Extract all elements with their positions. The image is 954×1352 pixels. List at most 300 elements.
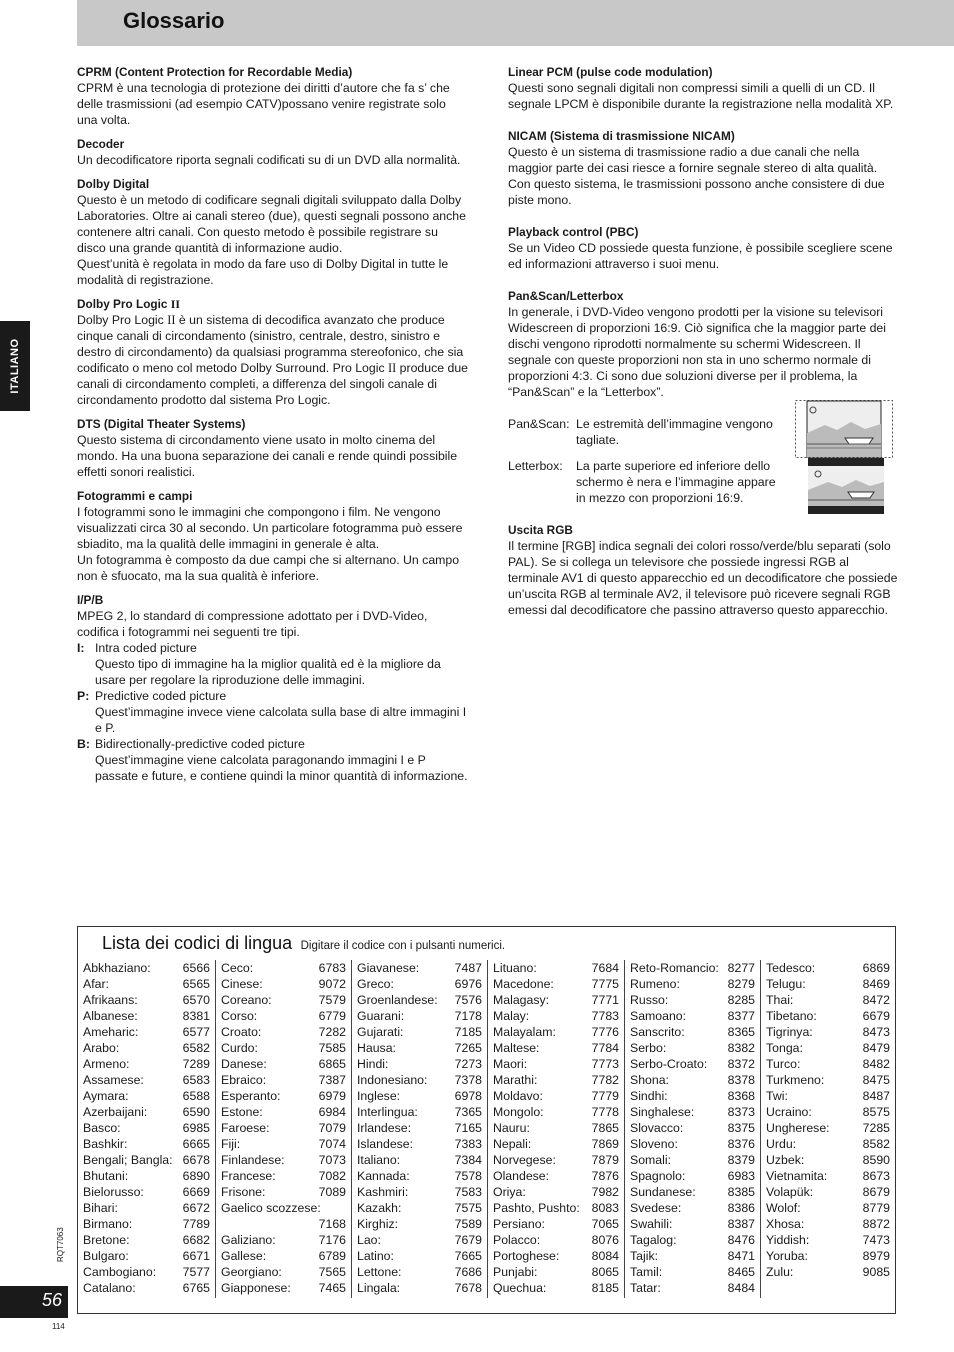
code-column: [624, 960, 760, 1298]
language-code-row: [493, 976, 619, 992]
code-column: [487, 960, 624, 1298]
language-code: 8277: [727, 961, 755, 975]
language-name: Uzbek:: [766, 1153, 805, 1167]
language-code: 7585: [318, 1041, 346, 1055]
entry-frames: [77, 488, 469, 584]
language-name: Bulgaro:: [83, 1249, 129, 1263]
language-name: Maori:: [493, 1057, 528, 1071]
language-code: 6979: [318, 1089, 346, 1103]
code-column: [351, 960, 487, 1298]
language-code: 8673: [862, 1169, 890, 1183]
language-code: 8065: [591, 1265, 619, 1279]
language-code-row: [357, 992, 482, 1008]
ipb-name: Bidirectionally-predictive coded picture: [95, 737, 305, 751]
ipb-item-p: [77, 688, 469, 736]
language-code: 7575: [454, 1201, 482, 1215]
language-code: 8076: [591, 1233, 619, 1247]
language-code-row: [630, 960, 755, 976]
language-code: 9085: [862, 1265, 890, 1279]
language-name: Marathi:: [493, 1073, 538, 1087]
language-name: Volapük:: [766, 1185, 814, 1199]
language-code: 6678: [182, 1153, 210, 1167]
language-code-row: [221, 1200, 346, 1216]
language-name: Bengali; Bangla:: [83, 1153, 173, 1167]
language-code: 7686: [454, 1265, 482, 1279]
language-code-row: [357, 1152, 482, 1168]
language-code-row: [493, 1136, 619, 1152]
language-name: Finlandese:: [221, 1153, 285, 1167]
entry-title: NICAM (Sistema di trasmissione NICAM): [508, 129, 735, 143]
language-code: 8475: [862, 1073, 890, 1087]
roman-two: II: [388, 361, 397, 375]
language-code: 6583: [182, 1073, 210, 1087]
language-code: 8469: [862, 977, 890, 991]
panscan-value: Le estremità dell’immagine vengono tagliate.: [576, 417, 773, 447]
language-name: Lao:: [357, 1233, 381, 1247]
language-code-row: [493, 1056, 619, 1072]
language-code: 7776: [591, 1025, 619, 1039]
language-name: Guarani:: [357, 1009, 405, 1023]
document-code: RQT7063: [56, 1227, 65, 1262]
language-code: 7387: [318, 1073, 346, 1087]
language-code: 6783: [318, 961, 346, 975]
language-name: Ameharic:: [83, 1025, 139, 1039]
language-name: Tamil:: [630, 1265, 663, 1279]
language-code: 8084: [591, 1249, 619, 1263]
language-name: Esperanto:: [221, 1089, 281, 1103]
language-code-row: [357, 1072, 482, 1088]
entry-title: Dolby Digital: [77, 177, 150, 191]
language-name: Ceco:: [221, 961, 254, 975]
roman-two: II: [170, 297, 180, 311]
language-code-row: [221, 1168, 346, 1184]
language-code: 7082: [318, 1169, 346, 1183]
language-code: 7579: [318, 993, 346, 1007]
language-code-row: [221, 1152, 346, 1168]
language-code: 7775: [591, 977, 619, 991]
language-code: 6983: [727, 1169, 755, 1183]
entry-dolby-digital: [77, 176, 469, 288]
entry-title: Playback control (PBC): [508, 225, 639, 239]
language-code-row: [493, 1184, 619, 1200]
language-code-row: [493, 1200, 619, 1216]
sub-page-number: 114: [52, 1322, 65, 1331]
language-code-row: [83, 1024, 210, 1040]
entry-text: MPEG 2, lo standard di compressione adottato per i DVD-Video, codifica i fotogrammi nei seguenti tre tipi.: [77, 609, 428, 639]
ipb-desc: Questo tipo di immagine ha la miglior qualità ed è la migliore da usare per regolare la riproduzione delle immagini.: [95, 657, 441, 687]
language-code: 7285: [862, 1121, 890, 1135]
language-code-row: [357, 1088, 482, 1104]
language-code: 7865: [591, 1121, 619, 1135]
language-name: Nauru:: [493, 1121, 530, 1135]
language-code-row: [221, 1104, 346, 1120]
entry-text: Quest’unità è regolata in modo da fare uso di Dolby Digital in tutte le modalità di registrazione.: [77, 257, 449, 287]
language-code: 6570: [182, 993, 210, 1007]
language-code: 8375: [727, 1121, 755, 1135]
language-name: Danese:: [221, 1057, 267, 1071]
language-code-row: [83, 1072, 210, 1088]
language-code-row: [83, 1120, 210, 1136]
language-name: Francese:: [221, 1169, 276, 1183]
language-name: Rumeno:: [630, 977, 680, 991]
language-code: 7879: [591, 1153, 619, 1167]
language-code: 8368: [727, 1089, 755, 1103]
language-code-row: [766, 1040, 890, 1056]
language-code: 6565: [182, 977, 210, 991]
language-name: Bhutani:: [83, 1169, 129, 1183]
entry-title: Linear PCM (pulse code modulation): [508, 65, 713, 79]
entry-text: Un fotogramma è composto da due campi che si alternano. Un campo non è sfuocato, ma la sua qualità è inferiore.: [77, 553, 460, 583]
language-name: Norvegese:: [493, 1153, 556, 1167]
codes-subtitle: Digitare il codice con i pulsanti numerici.: [300, 940, 506, 952]
language-code-row: [83, 1184, 210, 1200]
panscan-value: La parte superiore ed inferiore dello schermo è nera e l’immagine appare in mezzo con proporzioni 16:9.: [576, 459, 776, 505]
language-code-row: [83, 1216, 210, 1232]
language-name: Bielorusso:: [83, 1185, 144, 1199]
language-name: Fiji:: [221, 1137, 241, 1151]
entry-pbc: [508, 224, 900, 272]
language-code: 7982: [591, 1185, 619, 1199]
language-code: 8285: [727, 993, 755, 1007]
language-code: 7784: [591, 1041, 619, 1055]
language-name: Wolof:: [766, 1201, 801, 1215]
page-number: 56: [42, 1290, 63, 1310]
language-name: Inglese:: [357, 1089, 401, 1103]
language-code-row: [357, 1264, 482, 1280]
language-name: Zulu:: [766, 1265, 794, 1279]
text-part: Dolby Pro Logic: [77, 313, 168, 327]
language-name: Gallese:: [221, 1249, 267, 1263]
language-name: Curdo:: [221, 1041, 258, 1055]
language-code-row: [357, 976, 482, 992]
language-code: 7678: [454, 1281, 482, 1295]
language-code: 7465: [318, 1281, 346, 1295]
entry-panscan: [508, 288, 900, 506]
language-code: 7165: [454, 1121, 482, 1135]
language-name: Twi:: [766, 1089, 788, 1103]
language-code: 6890: [182, 1169, 210, 1183]
language-name: Ebraico:: [221, 1073, 267, 1087]
language-code-row: [221, 1040, 346, 1056]
language-code-row: [357, 1040, 482, 1056]
language-name: Yoruba:: [766, 1249, 808, 1263]
ipb-key: B:: [77, 737, 90, 751]
ipb-desc: Quest’immagine viene calcolata paragonando immagini I e P passate e future, e contiene quindi la minor quantità di informazione.: [95, 753, 468, 783]
entry-title: Pan&Scan/Letterbox: [508, 289, 624, 303]
language-code: 6869: [862, 961, 890, 975]
language-code-row: [357, 1120, 482, 1136]
glossary-left-column: [77, 64, 469, 792]
language-code: 8279: [727, 977, 755, 991]
language-name: Galiziano:: [221, 1233, 276, 1247]
language-code-row: [630, 1120, 755, 1136]
language-name: Sundanese:: [630, 1185, 696, 1199]
language-name: Moldavo:: [493, 1089, 543, 1103]
language-name: Spagnolo:: [630, 1169, 686, 1183]
language-code: 7079: [318, 1121, 346, 1135]
language-code: 8779: [862, 1201, 890, 1215]
language-code: 6577: [182, 1025, 210, 1039]
language-code: 8582: [862, 1137, 890, 1151]
language-code-row: [630, 1056, 755, 1072]
language-code-row: [221, 1136, 346, 1152]
language-code: 7565: [318, 1265, 346, 1279]
language-code-row: [357, 1200, 482, 1216]
language-name: Turkmeno:: [766, 1073, 825, 1087]
panscan-illustration: [795, 400, 893, 458]
language-code-row: [357, 1136, 482, 1152]
language-code: 7589: [454, 1217, 482, 1231]
language-code: 6976: [454, 977, 482, 991]
language-name: Greco:: [357, 977, 394, 991]
language-name: Croato:: [221, 1025, 262, 1039]
language-name: Assamese:: [83, 1073, 144, 1087]
language-code: 7273: [454, 1057, 482, 1071]
page-title: Glossario: [123, 8, 225, 33]
entry-title: Fotogrammi e campi: [77, 489, 193, 503]
language-code-row: [493, 1232, 619, 1248]
code-column: [78, 960, 215, 1298]
language-name: Basco:: [83, 1121, 121, 1135]
language-code-row: [357, 1008, 482, 1024]
language-code-row: [493, 1168, 619, 1184]
language-code-row: [766, 1072, 890, 1088]
language-code-row: [493, 1216, 619, 1232]
language-code: 7365: [454, 1105, 482, 1119]
language-name: Svedese:: [630, 1201, 682, 1215]
language-code-row: [83, 1040, 210, 1056]
language-name: Shona:: [630, 1073, 669, 1087]
letterbox-row: [508, 458, 900, 506]
language-code-row: [83, 1232, 210, 1248]
glossary-right-column: [508, 64, 900, 626]
language-code-row: [630, 1024, 755, 1040]
panscan-key: Letterbox:: [508, 459, 563, 473]
language-code: 7577: [182, 1265, 210, 1279]
language-code-row: [221, 976, 346, 992]
language-name: Estone:: [221, 1105, 263, 1119]
language-name: Tedesco:: [766, 961, 816, 975]
language-code-row: [630, 1088, 755, 1104]
ipb-name: Predictive coded picture: [95, 689, 227, 703]
language-code: 8473: [862, 1025, 890, 1039]
language-name: Serbo:: [630, 1041, 667, 1055]
language-code-row: [221, 960, 346, 976]
language-name: Corso:: [221, 1009, 258, 1023]
language-code-row: [221, 1184, 346, 1200]
language-code: 8372: [727, 1057, 755, 1071]
language-code-row: [221, 1088, 346, 1104]
language-code-row: [766, 1056, 890, 1072]
language-code: 6672: [182, 1201, 210, 1215]
language-code-row: [630, 1104, 755, 1120]
language-name: Interlingua:: [357, 1105, 418, 1119]
language-name: Polacco:: [493, 1233, 541, 1247]
language-code: 6865: [318, 1057, 346, 1071]
language-code: 6779: [318, 1009, 346, 1023]
language-code-row: [493, 1120, 619, 1136]
code-column: [760, 960, 895, 1298]
entry-title: I/P/B: [77, 593, 104, 607]
language-code-row: [766, 1248, 890, 1264]
language-code-row: [357, 1168, 482, 1184]
language-code-row: [493, 1008, 619, 1024]
language-code-row: [357, 1216, 482, 1232]
language-code-row: [630, 1264, 755, 1280]
entry-title: CPRM (Content Protection for Recordable Media): [77, 65, 353, 79]
language-code-row: [766, 1232, 890, 1248]
language-name: Irlandese:: [357, 1121, 412, 1135]
language-name: Portoghese:: [493, 1249, 560, 1263]
language-code: 7185: [454, 1025, 482, 1039]
language-code-row: [630, 1280, 755, 1296]
language-code-row: [83, 1280, 210, 1296]
language-code: 8379: [727, 1153, 755, 1167]
entry-text: Se un Video CD possiede questa funzione, è possibile scegliere scene ed informazioni attraverso i suoi menu.: [508, 241, 893, 271]
entry-text: I fotogrammi sono le immagini che compongono i film. Ne vengono visualizzati circa 30 al secondo. Un particolare fotogramma può essere sbiadito, ma la qualità delle immagini in generale è alta.: [77, 505, 463, 551]
language-code: 7789: [182, 1217, 210, 1231]
entry-dolby-pro-logic: [77, 296, 469, 408]
language-side-tab: [0, 321, 30, 411]
language-code-row: [630, 1232, 755, 1248]
language-name: Lettone:: [357, 1265, 402, 1279]
language-name: Italiano:: [357, 1153, 401, 1167]
language-code: 7778: [591, 1105, 619, 1119]
codes-grid: [78, 960, 895, 1298]
side-tab-label: ITALIANO: [9, 338, 21, 394]
language-code: 6682: [182, 1233, 210, 1247]
language-code-row: [493, 992, 619, 1008]
language-code-row: [766, 1088, 890, 1104]
language-code-row: [766, 1200, 890, 1216]
language-name: Latino:: [357, 1249, 394, 1263]
language-code-row: [630, 1216, 755, 1232]
language-name: Afar:: [83, 977, 109, 991]
ipb-key: I:: [77, 641, 85, 655]
entry-text: [77, 312, 469, 408]
language-name: Turco:: [766, 1057, 801, 1071]
language-name: Groenlandese:: [357, 993, 438, 1007]
ipb-item-i: [77, 640, 469, 688]
language-code: 8382: [727, 1041, 755, 1055]
language-code-row: [766, 1024, 890, 1040]
language-name: Olandese:: [493, 1169, 550, 1183]
language-name: Hausa:: [357, 1041, 396, 1055]
code-column: [215, 960, 351, 1298]
language-code-row: [83, 960, 210, 976]
language-code: 8377: [727, 1009, 755, 1023]
language-name: Reto-Romancio:: [630, 961, 719, 975]
language-code-row: [357, 1184, 482, 1200]
language-name: Tatar:: [630, 1281, 661, 1295]
language-name: Malay:: [493, 1009, 530, 1023]
language-name: Tibetano:: [766, 1009, 817, 1023]
language-name: Frisone:: [221, 1185, 266, 1199]
language-code-row: [83, 1008, 210, 1024]
language-name: Oriya:: [493, 1185, 526, 1199]
language-name: Malagasy:: [493, 993, 550, 1007]
language-code: 8471: [727, 1249, 755, 1263]
language-code-row: [766, 1216, 890, 1232]
language-code: 9072: [318, 977, 346, 991]
language-name: Afrikaans:: [83, 993, 138, 1007]
language-name: Birmano:: [83, 1217, 133, 1231]
language-code-row: [630, 992, 755, 1008]
language-code: 6978: [454, 1089, 482, 1103]
entry-text: CPRM è una tecnologia di protezione dei diritti d’autore che fa s’ che delle trasmissioni (ad esempio CATV)possano venire registrate solo una volta.: [77, 81, 450, 127]
language-code-row: [221, 1248, 346, 1264]
language-name: Sindhi:: [630, 1089, 668, 1103]
entry-title: Decoder: [77, 137, 125, 151]
language-code-row: [630, 976, 755, 992]
language-code-row: [766, 1120, 890, 1136]
language-code: 7771: [591, 993, 619, 1007]
language-code: 6985: [182, 1121, 210, 1135]
language-code: 7265: [454, 1041, 482, 1055]
language-code-row: [221, 1216, 346, 1232]
panscan-row: [508, 416, 900, 448]
language-code: 7782: [591, 1073, 619, 1087]
language-code: 8590: [862, 1153, 890, 1167]
language-code-row: [630, 1248, 755, 1264]
language-code-row: [493, 1088, 619, 1104]
language-code-row: [766, 1008, 890, 1024]
language-name: Faroese:: [221, 1121, 270, 1135]
language-code-row: [766, 1168, 890, 1184]
language-code-row: [221, 992, 346, 1008]
language-name: Punjabi:: [493, 1265, 538, 1279]
language-code: 6671: [182, 1249, 210, 1263]
language-name: Urdu:: [766, 1137, 797, 1151]
language-name: Hindi:: [357, 1057, 389, 1071]
language-code: 7168: [318, 1217, 346, 1231]
entry-text: In generale, i DVD-Video vengono prodotti per la visione su televisori Widescreen di proporzioni 16:9. Ciò significa che la maggior parte dei dischi vengono riprodotti normalmente su schermi Widescreen. Il segnale con queste proporzioni non sta in uno schermo normale di proporzioni 4:3. Ci sono due soluzioni diverse per il problema, la “Pan&Scan” e la “Letterbox”.: [508, 305, 886, 399]
language-code: 8083: [591, 1201, 619, 1215]
language-code: 8476: [727, 1233, 755, 1247]
language-name: Gujarati:: [357, 1025, 404, 1039]
language-code-row: [630, 1200, 755, 1216]
codes-heading: [102, 933, 505, 954]
language-code: 6590: [182, 1105, 210, 1119]
text-part: produce due canali di circondamento completi, a differenza del singoli canale di circondamento prodotto dal sistema Pro Logic.: [77, 361, 469, 407]
language-code: 8575: [862, 1105, 890, 1119]
language-code: 8381: [182, 1009, 210, 1023]
language-name: Tajik:: [630, 1249, 659, 1263]
language-name: Telugu:: [766, 977, 806, 991]
language-name: Bretone:: [83, 1233, 130, 1247]
language-code-row: [221, 1232, 346, 1248]
language-code-row: [357, 1024, 482, 1040]
language-code-row: [357, 1232, 482, 1248]
language-code: 7869: [591, 1137, 619, 1151]
language-name: Bihari:: [83, 1201, 118, 1215]
language-code: 8387: [727, 1217, 755, 1231]
language-code: 6669: [182, 1185, 210, 1199]
language-code: 7487: [454, 961, 482, 975]
language-name: Russo:: [630, 993, 669, 1007]
language-name: Mongolo:: [493, 1105, 544, 1119]
language-name: Maltese:: [493, 1041, 540, 1055]
entry-lpcm: [508, 64, 900, 112]
entry-rgb: [508, 522, 900, 618]
language-name: Pashto, Pushto:: [493, 1201, 580, 1215]
language-code: 6765: [182, 1281, 210, 1295]
language-name: Aymara:: [83, 1089, 129, 1103]
entry-cprm: [77, 64, 469, 128]
language-code: 7176: [318, 1233, 346, 1247]
language-code: 7384: [454, 1153, 482, 1167]
language-code-row: [83, 1264, 210, 1280]
